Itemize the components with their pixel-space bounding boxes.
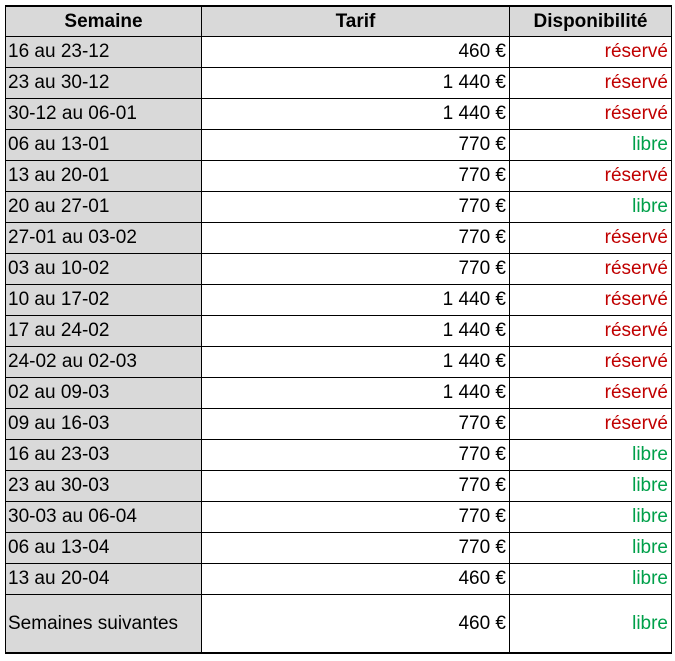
price-cell: 460 € [202,564,510,595]
availability-cell: réservé [510,254,672,285]
week-cell: 10 au 17-02 [6,285,202,316]
week-cell: 17 au 24-02 [6,316,202,347]
table-row [6,99,672,130]
availability-cell: libre [510,130,672,161]
table-body [6,37,672,654]
table-row [6,161,672,192]
price-cell: 770 € [202,533,510,564]
week-cell: 16 au 23-03 [6,440,202,471]
availability-cell: libre [510,192,672,223]
availability-cell: réservé [510,285,672,316]
availability-cell: libre [510,533,672,564]
availability-cell: libre [510,595,672,654]
table-row [6,533,672,564]
week-cell: 23 au 30-03 [6,471,202,502]
availability-cell: libre [510,440,672,471]
table-row [6,409,672,440]
price-cell: 770 € [202,409,510,440]
column-header-week: Semaine [6,6,202,37]
column-header-price: Tarif [202,6,510,37]
week-cell: 30-03 au 06-04 [6,502,202,533]
week-cell: 02 au 09-03 [6,378,202,409]
price-cell: 1 440 € [202,68,510,99]
availability-cell: réservé [510,223,672,254]
table-row [6,223,672,254]
pricing-sheet [5,5,671,654]
table-row [6,68,672,99]
price-cell: 1 440 € [202,378,510,409]
table-row [6,378,672,409]
availability-cell: réservé [510,316,672,347]
week-cell: 13 au 20-01 [6,161,202,192]
availability-cell: réservé [510,347,672,378]
week-cell: 20 au 27-01 [6,192,202,223]
week-cell: 16 au 23-12 [6,37,202,68]
price-cell: 770 € [202,192,510,223]
price-cell: 460 € [202,595,510,654]
price-cell: 770 € [202,161,510,192]
availability-cell: réservé [510,37,672,68]
table-row [6,37,672,68]
price-cell: 770 € [202,223,510,254]
table-row [6,440,672,471]
price-cell: 1 440 € [202,285,510,316]
price-cell: 1 440 € [202,347,510,378]
week-cell: 06 au 13-01 [6,130,202,161]
weekly-rates-table [5,5,672,654]
price-cell: 770 € [202,502,510,533]
availability-cell: réservé [510,99,672,130]
price-cell: 770 € [202,471,510,502]
price-cell: 770 € [202,254,510,285]
week-cell: 30-12 au 06-01 [6,99,202,130]
table-row [6,285,672,316]
week-cell: 09 au 16-03 [6,409,202,440]
table-row [6,564,672,595]
week-cell: 27-01 au 03-02 [6,223,202,254]
week-cell: Semaines suivantes [6,595,202,654]
table-header-row [6,6,672,37]
table-row [6,471,672,502]
week-cell: 23 au 30-12 [6,68,202,99]
availability-cell: réservé [510,68,672,99]
availability-cell: réservé [510,378,672,409]
table-row [6,130,672,161]
week-cell: 24-02 au 02-03 [6,347,202,378]
price-cell: 1 440 € [202,99,510,130]
availability-cell: libre [510,471,672,502]
availability-cell: libre [510,502,672,533]
availability-cell: libre [510,564,672,595]
table-row [6,502,672,533]
week-cell: 13 au 20-04 [6,564,202,595]
table-row [6,347,672,378]
week-cell: 06 au 13-04 [6,533,202,564]
availability-cell: réservé [510,161,672,192]
price-cell: 460 € [202,37,510,68]
column-header-availability: Disponibilité [510,6,672,37]
table-row [6,192,672,223]
table-row [6,316,672,347]
price-cell: 770 € [202,130,510,161]
table-row [6,254,672,285]
availability-cell: réservé [510,409,672,440]
price-cell: 770 € [202,440,510,471]
table-row [6,595,672,654]
week-cell: 03 au 10-02 [6,254,202,285]
price-cell: 1 440 € [202,316,510,347]
